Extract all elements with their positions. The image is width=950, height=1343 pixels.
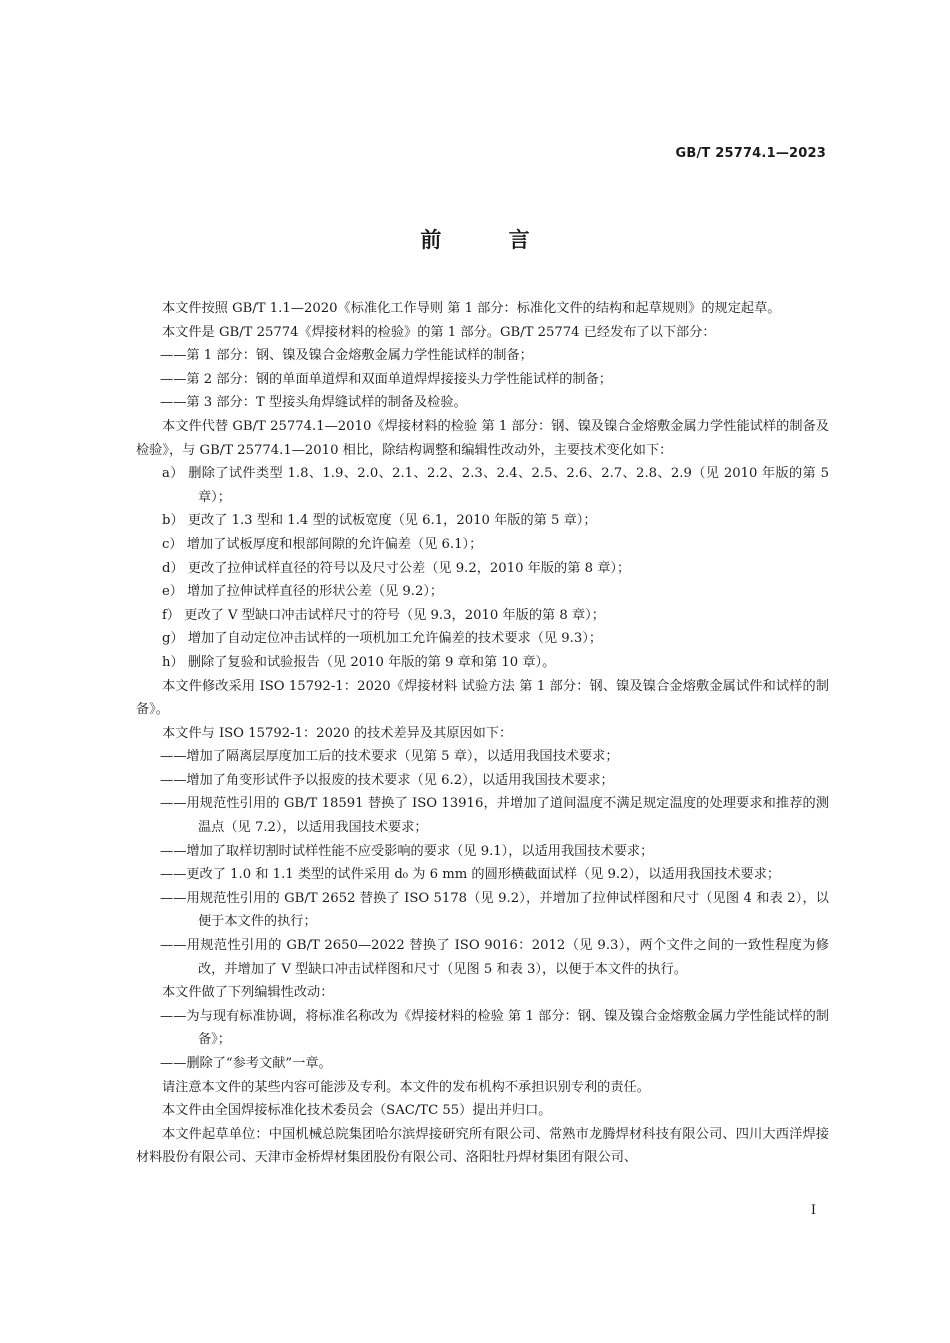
list-item: a） 删除了试件类型 1.8、1.9、2.0、2.1、2.2、2.3、2.4、2.5、2.6、2.7、2.8、2.9（见 2010 年版的第 5 章）；	[162, 466, 829, 505]
list-item: ——用规范性引用的 GB/T 2650—2022 替换了 ISO 9016：2012（见 9.3），两个文件之间的一致性程度为修改，并增加了 V 型缺口冲击试样图和尺寸（见图 5 和表 3），以便于本文件的执行。	[160, 938, 829, 977]
page-number: Ⅰ	[810, 1203, 816, 1218]
paragraph-drafting-rules: 本文件按照 GB/T 1.1—2020《标准化工作导则 第 1 部分：标准化文件的结构和起草规则》的规定起草。	[162, 301, 781, 316]
list-item: d） 更改了拉伸试样直径的符号以及尺寸公差（见 9.2，2010 年版的第 8 章）；	[162, 560, 631, 576]
paragraph-replaces: 本文件代替 GB/T 25774.1—2010《焊接材料的检验 第 1 部分：钢、镍及镍合金熔敷金属力学性能试样的制备及检验》，与 GB/T 25774.1—2010 相比，除结构调整和编辑性改动外，主要技术变化如下：	[136, 418, 829, 458]
list-item: ——第 1 部分：钢、镍及镍合金熔敷金属力学性能试样的制备；	[160, 348, 533, 364]
list-item: ——增加了取样切割时试样性能不应受影响的要求（见 9.1），以适用我国技术要求；	[160, 843, 654, 859]
list-item: e） 增加了拉伸试样直径的形状公差（见 9.2）；	[162, 584, 444, 600]
list-item: g） 增加了自动定位冲击试样的一项机加工允许偏差的技术要求（见 9.3）；	[162, 631, 603, 647]
paragraph-proposed-by: 本文件由全国焊接标准化技术委员会（SAC/TC 55）提出并归口。	[162, 1103, 552, 1119]
list-item: ——第 2 部分：钢的单面单道焊和双面单道焊焊接接头力学性能试样的制备；	[160, 371, 612, 387]
foreword-body	[136, 297, 829, 1170]
list-item: ——用规范性引用的 GB/T 2652 替换了 ISO 5178（见 9.2），并增加了拉伸试样图和尺寸（见图 4 和表 2），以便于本文件的执行；	[160, 890, 829, 930]
list-item: h） 删除了复验和试验报告（见 2010 年版的第 9 章和第 10 章）。	[162, 654, 556, 670]
paragraph-patent-notice: 请注意本文件的某些内容可能涉及专利。本文件的发布机构不承担识别专利的责任。	[162, 1079, 650, 1095]
list-item: ——更改了 1.0 和 1.1 类型的试件采用 d₀ 为 6 mm 的圆形横截面试样（见 9.2），以适用我国技术要求；	[160, 867, 781, 883]
document-code: GB/T 25774.1—2023	[675, 146, 826, 161]
list-item: b） 更改了 1.3 型和 1.4 型的试板宽度（见 6.1，2010 年版的第 5 章）；	[162, 513, 597, 529]
list-item: ——为与现有标准协调，将标准名称改为《焊接材料的检验 第 1 部分：钢、镍及镍合金熔敷金属力学性能试样的制备》；	[160, 1008, 829, 1048]
list-item: c） 增加了试板厚度和根部间隙的允许偏差（见 6.1）；	[162, 536, 483, 552]
page-title: 前 言	[420, 228, 560, 252]
paragraph-drafting-units: 本文件起草单位：中国机械总院集团哈尔滨焊接研究所有限公司、常熟市龙腾焊材科技有限公司、四川大西洋焊接材料股份有限公司、天津市金桥焊材集团股份有限公司、洛阳牡丹焊材集团有限公司、	[136, 1126, 829, 1166]
list-item: ——增加了角变形试件予以报废的技术要求（见 6.2），以适用我国技术要求；	[160, 772, 614, 788]
list-item: ——用规范性引用的 GB/T 18591 替换了 ISO 13916，并增加了道间温度不满足规定温度的处理要求和推荐的测温点（见 7.2），以适用我国技术要求；	[160, 796, 829, 836]
list-item: ——增加了隔离层厚度加工后的技术要求（见第 5 章），以适用我国技术要求；	[160, 749, 619, 765]
paragraph-series-parts: 本文件是 GB/T 25774《焊接材料的检验》的第 1 部分。GB/T 25774 已经发布了以下部分：	[162, 324, 716, 340]
list-item: ——删除了“参考文献”一章。	[160, 1056, 332, 1071]
list-item: ——第 3 部分：T 型接头角焊缝试样的制备及检验。	[160, 395, 467, 411]
list-item: f） 更改了 V 型缺口冲击试样尺寸的符号（见 9.3，2010 年版的第 8 章）；	[162, 607, 605, 623]
paragraph-editorial-changes: 本文件做了下列编辑性改动：	[162, 985, 334, 1001]
paragraph-technical-differences: 本文件与 ISO 15792-1：2020 的技术差异及其原因如下：	[162, 725, 513, 741]
paragraph-iso-adoption: 本文件修改采用 ISO 15792-1：2020《焊接材料 试验方法 第 1 部分：钢、镍及镍合金熔敷金属试件和试样的制备》。	[136, 678, 829, 718]
